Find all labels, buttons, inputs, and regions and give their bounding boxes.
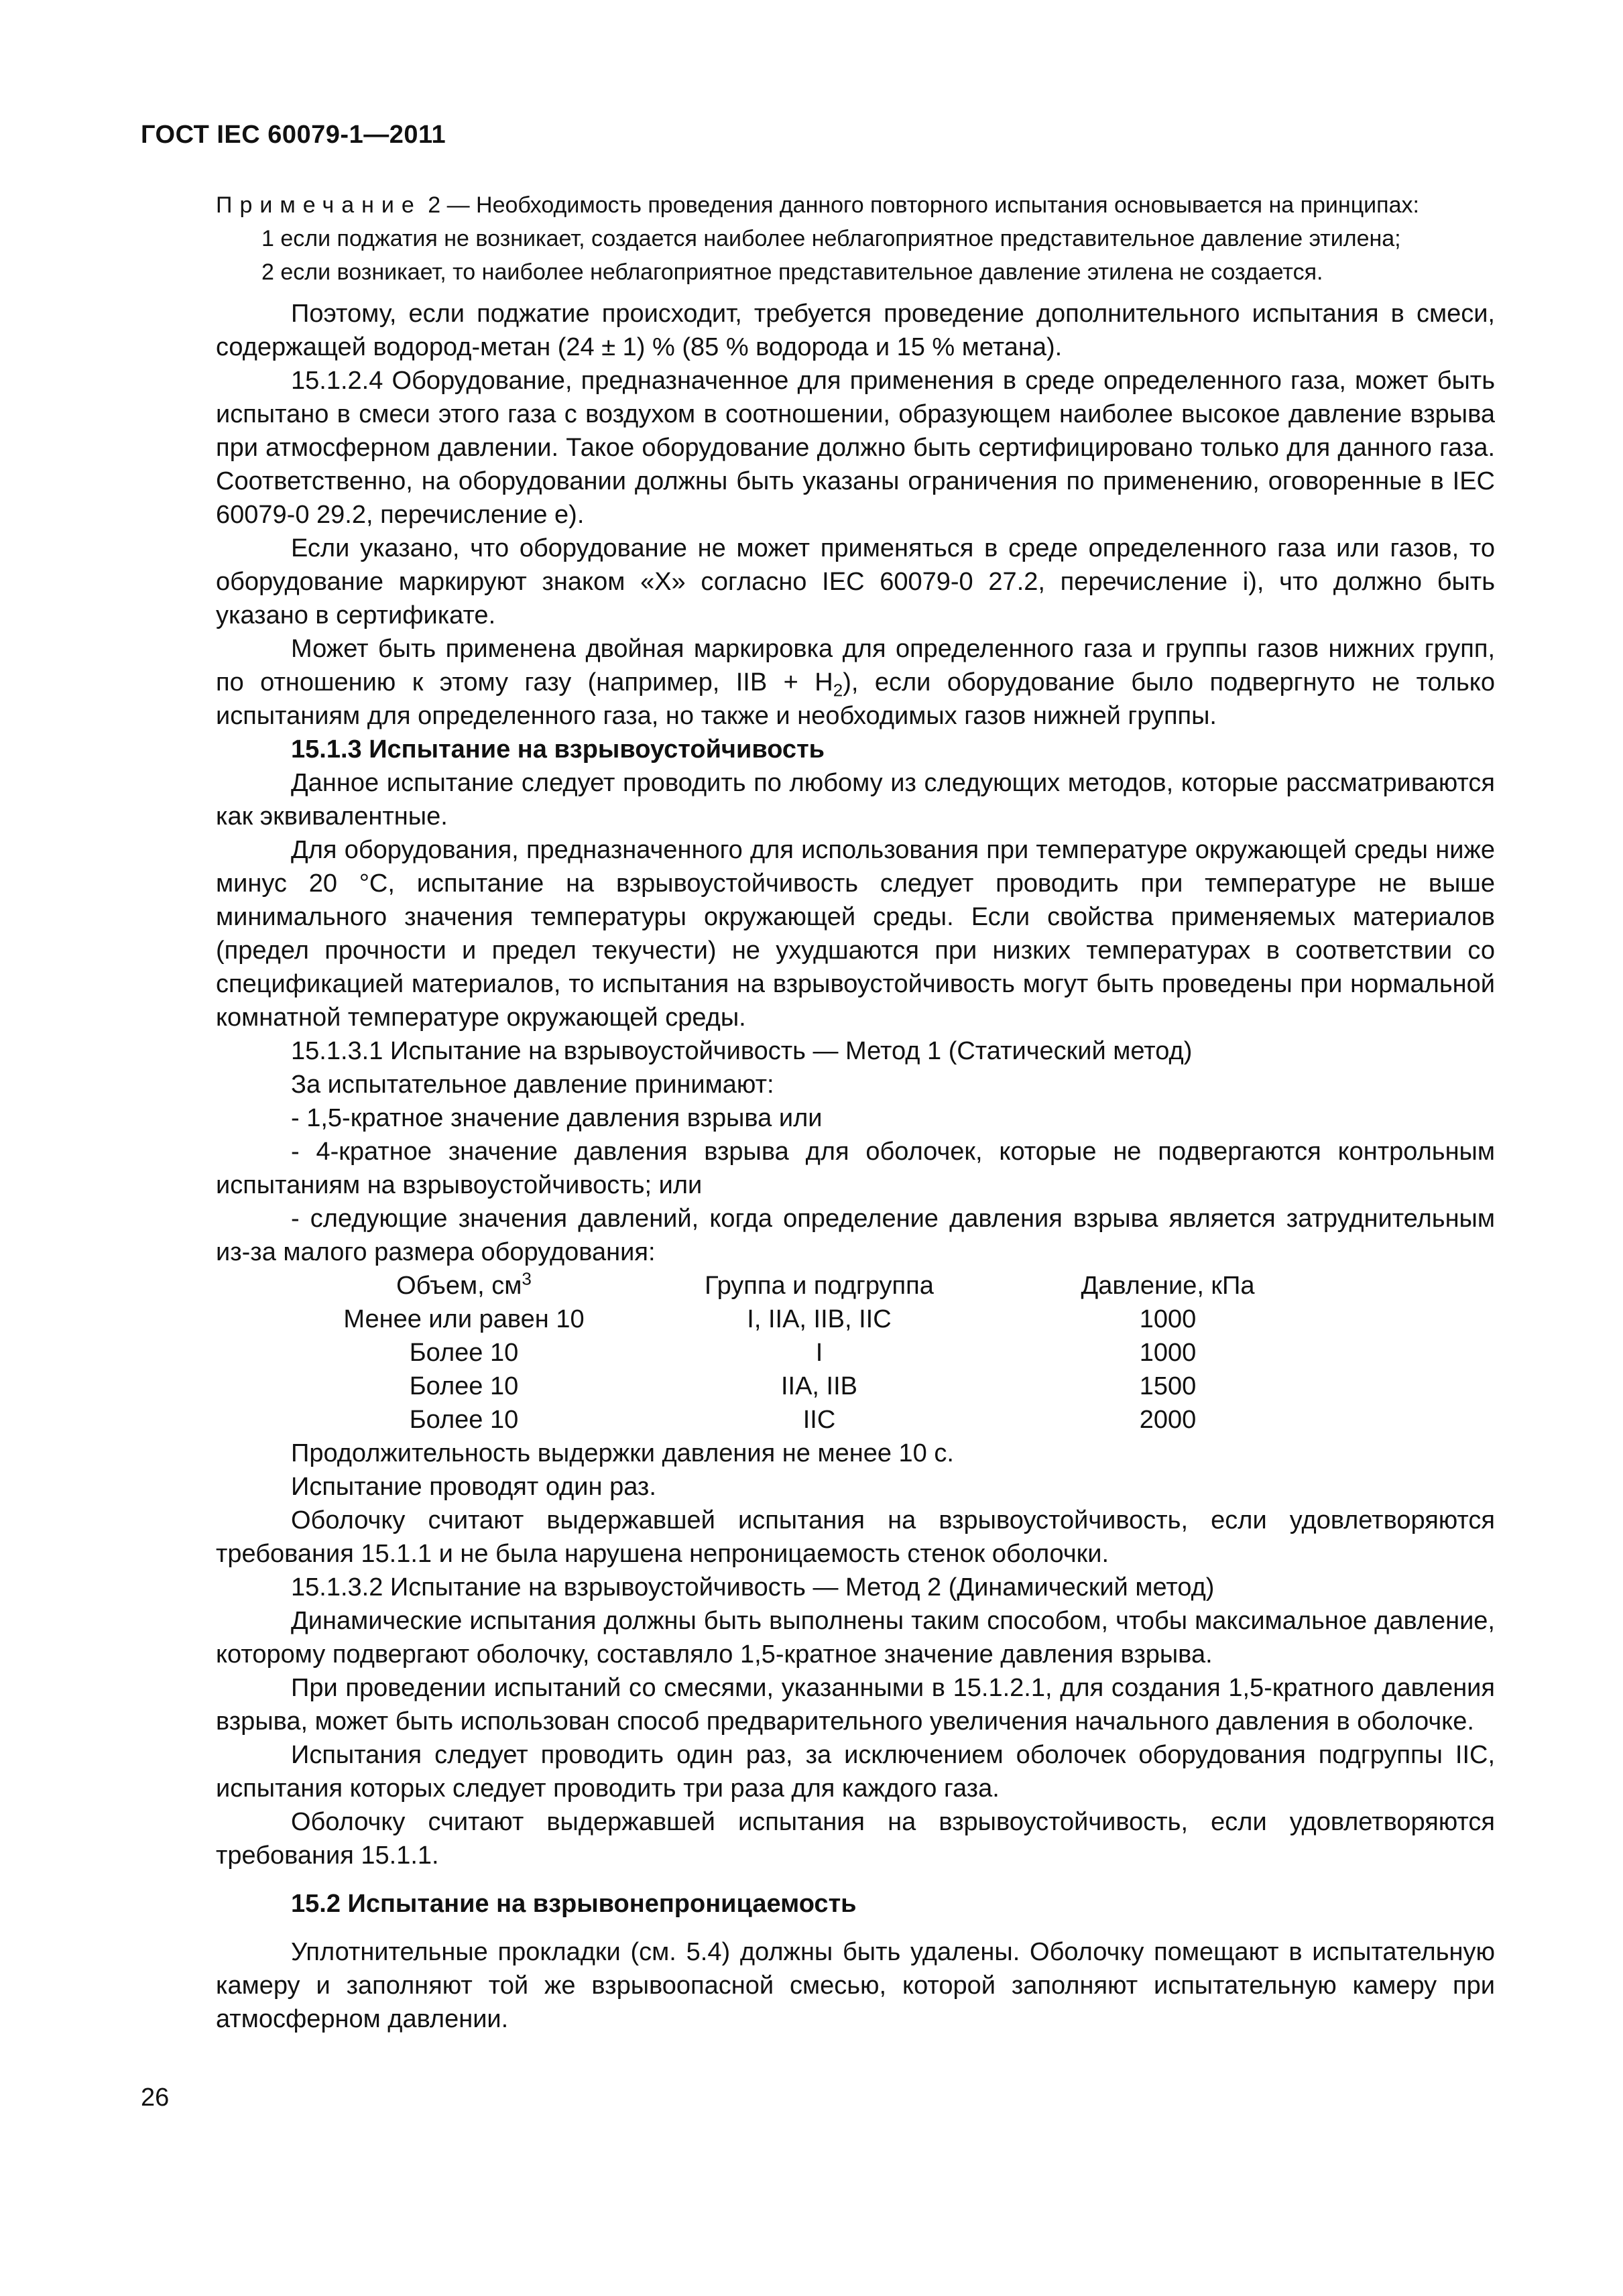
- document-page: [141, 121, 1495, 2036]
- body-text: [216, 297, 1495, 2036]
- paragraph: Поэтому, если поджатие происходит, требуется проведение дополнительного испытания в смеси, содержащей водород-метан (24 ± 1) % (85 % водорода и 15 % метана).: [216, 300, 1495, 361]
- table-cell-group: IIA, IIB: [780, 1372, 858, 1400]
- table-row: [310, 1370, 1315, 1403]
- table-cell-pressure: 1000: [1139, 1339, 1197, 1367]
- list-item: - следующие значения давлений, когда определение давления взрыва является затруднительным из-за малого размера оборудования:: [216, 1205, 1495, 1266]
- document-header: ГОСТ IEC 60079-1—2011: [141, 121, 446, 149]
- paragraph: Для оборудования, предназначенного для использования при температуре окружающей среды ниже минус 20 °С, испытание на взрывоустойчивость следует проводить при температуре не выше минимального значения температуры окружающей среды. Если свойства применяемых материалов (предел прочности и предел текучести) не ухудшаются при низких температурах в соответствии со спецификацией материалов, то испытания на взрывоустойчивость могут быть проведены при нормальной комнатной температуре окружающей среды.: [216, 836, 1495, 1032]
- table-header-volume: Объем, $см^3$: [396, 1268, 532, 1300]
- section-heading: 15.2 Испытание на взрывонепроницаемость: [291, 1890, 857, 1918]
- paragraph: Испытания следует проводить один раз, за исключением оболочек оборудования подгруппы IIC, испытания которых следует проводить три раза для каждого газа.: [216, 1741, 1495, 1803]
- page-number: 26: [141, 2083, 170, 2112]
- note-text: 2 — Необходимость проведения данного повторного испытания основывается на принципах:: [421, 192, 1419, 218]
- table-cell-group: IIC: [802, 1406, 836, 1434]
- table-row: [310, 1336, 1315, 1370]
- list-item: - 4-кратное значение давления взрыва для оболочек, которые не подвергаются контрольным испытаниям на взрывоустойчивость; или: [216, 1138, 1495, 1199]
- section-heading: 15.1.3 Испытание на взрывоустойчивость: [291, 735, 825, 764]
- paragraph: 15.1.3.2 Испытание на взрывоустойчивость — Метод 2 (Динамический метод): [291, 1573, 1215, 1602]
- paragraph: Продолжительность выдержки давления не менее 10 с.: [291, 1439, 954, 1467]
- paragraph: Динамические испытания должны быть выполнены таким способом, чтобы максимальное давление, которому подвергают оболочку, составляло 1,5-кратное значение давления взрыва.: [216, 1607, 1495, 1669]
- table-cell-pressure: 2000: [1139, 1406, 1197, 1434]
- note-intro: [216, 188, 1495, 222]
- paragraph: За испытательное давление принимают:: [291, 1071, 774, 1099]
- paragraph: Уплотнительные прокладки (см. 5.4) должны быть удалены. Оболочку помещают в испытательную камеру и заполняют той же взрывоопасной смесью, которой заполняют испытательную камеру при атмосферном давлении.: [216, 1938, 1495, 2033]
- table-header-pressure: Давление, кПа: [1081, 1272, 1255, 1300]
- note-item-1: 1 если поджатия не возникает, создается наиболее неблагоприятное представительное давление этилена;: [261, 226, 1401, 251]
- pressure-table: [310, 1269, 1315, 1437]
- paragraph: Данное испытание следует проводить по любому из следующих методов, которые рассматриваются как эквивалентные.: [216, 769, 1495, 831]
- subscript: 2: [833, 680, 843, 701]
- note-label: Примечание: [216, 192, 422, 218]
- table-cell-volume: Более 10: [409, 1339, 519, 1367]
- paragraph: Испытание проводят один раз.: [291, 1473, 656, 1501]
- paragraph: 15.1.2.4 Оборудование, предназначенное для применения в среде определенного газа, может быть испытано в смеси этого газа с воздухом в соотношении, образующем наиболее высокое давление взрыва при атмосферном давлении. Такое оборудование должно быть сертифицировано только для данного газа. Соответственно, на оборудовании должны быть указаны ограничения по применению, оговоренные в IEC 60079-0 29.2, перечисление е).: [216, 367, 1495, 529]
- table-row: [310, 1403, 1315, 1437]
- paragraph-part: Может быть применена двойная маркировка для определенного газа и группы газов нижних групп, по отношению к этому газу (например, IIB + H: [216, 635, 1495, 697]
- note-block: [216, 188, 1495, 289]
- paragraph-part: ), если оборудование было подвергнуто не только испытаниям для определенного газа, но также и необходимых газов нижней группы.: [216, 668, 1495, 730]
- paragraph: 15.1.3.1 Испытание на взрывоустойчивость — Метод 1 (Статический метод): [291, 1037, 1193, 1065]
- paragraph: При проведении испытаний со смесями, указанными в 15.1.2.1, для создания 1,5-кратного давления взрыва, может быть использован способ предварительного увеличения начального давления в оболочке.: [216, 1674, 1495, 1736]
- table-cell-pressure: 1000: [1139, 1305, 1197, 1333]
- table-header-row: [310, 1269, 1315, 1303]
- table-cell-group: I, IIA, IIB, IIC: [747, 1305, 892, 1333]
- table-row: [310, 1303, 1315, 1336]
- paragraph: Оболочку считают выдержавшей испытания на взрывоустойчивость, если удовлетворяются требования 15.1.1 и не была нарушена непроницаемость стенок оболочки.: [216, 1506, 1495, 1568]
- table-cell-group: I: [815, 1339, 823, 1367]
- paragraph: Если указано, что оборудование не может применяться в среде определенного газа или газов, то оборудование маркируют знаком «Х» согласно IEC 60079-0 27.2, перечисление i), что должно быть указано в сертификате.: [216, 534, 1495, 629]
- note-item-2: 2 если возникает, то наиболее неблагоприятное представительное давление этилена не создается.: [261, 259, 1323, 285]
- paragraph: Оболочку считают выдержавшей испытания на взрывоустойчивость, если удовлетворяются требования 15.1.1.: [216, 1808, 1495, 1870]
- table-cell-pressure: 1500: [1139, 1372, 1197, 1400]
- table-header-group: Группа и подгруппа: [705, 1272, 934, 1300]
- table-cell-volume: Более 10: [409, 1406, 519, 1434]
- table-cell-volume: Более 10: [409, 1372, 519, 1400]
- list-item: - 1,5-кратное значение давления взрыва или: [291, 1104, 823, 1132]
- paragraph: [216, 632, 1495, 733]
- table-cell-volume: Менее или равен 10: [343, 1305, 585, 1333]
